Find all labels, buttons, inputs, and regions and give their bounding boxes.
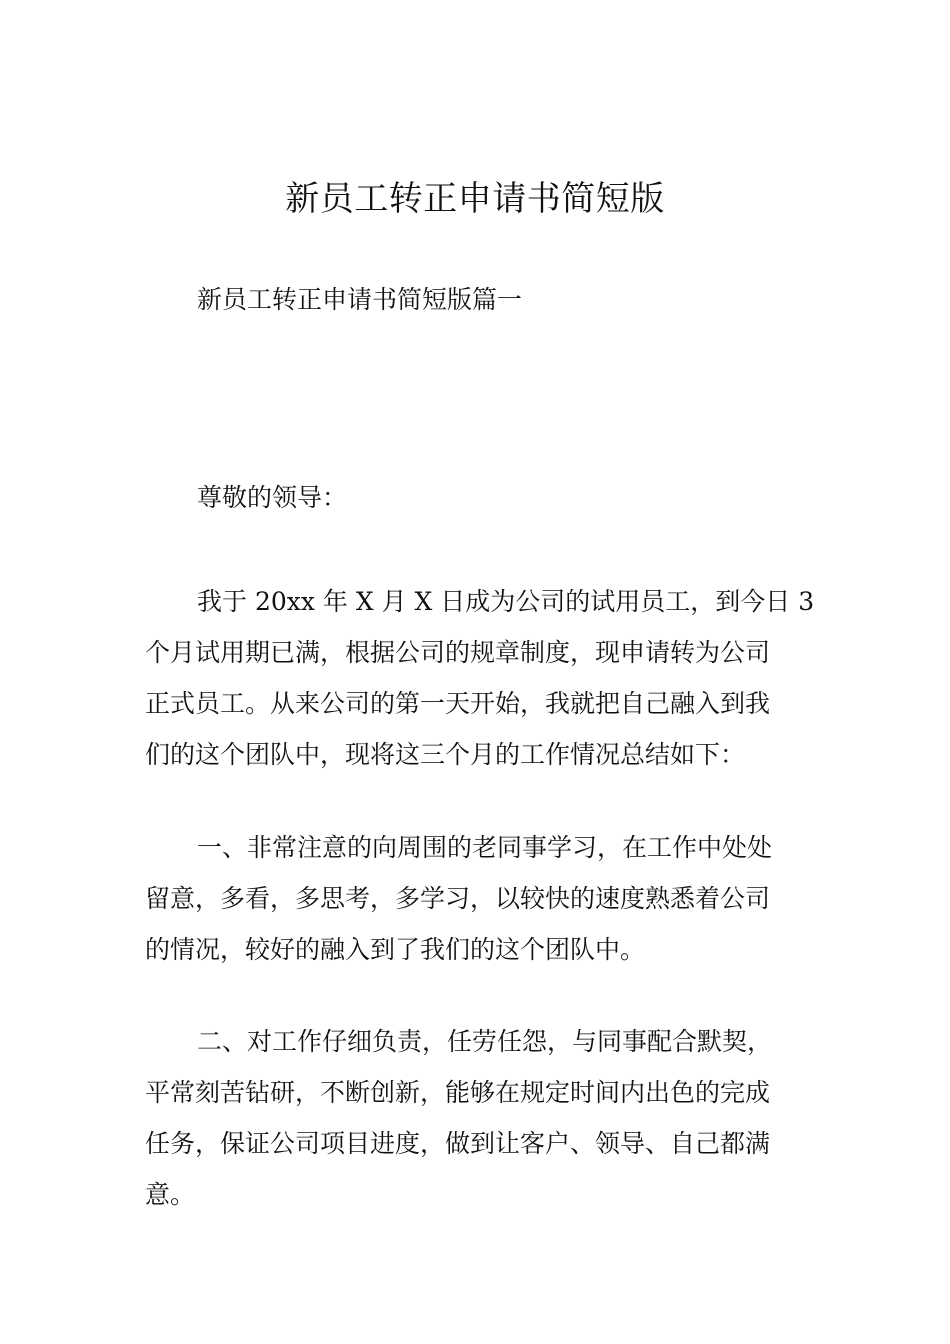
document-title: 新员工转正申请书简短版 bbox=[285, 179, 665, 219]
paragraph-line: 我于 20xx 年 X 月 X 日成为公司的试用员工，到今日 3 bbox=[197, 587, 815, 616]
paragraph-line: 的情况，较好的融入到了我们的这个团队中。 bbox=[145, 935, 646, 964]
document-subtitle: 新员工转正申请书简短版篇一 bbox=[197, 285, 523, 314]
paragraph-line: 正式员工。从来公司的第一天开始，我就把自己融入到我 bbox=[145, 689, 771, 718]
paragraph-line: 意。 bbox=[145, 1180, 196, 1209]
salutation: 尊敬的领导： bbox=[197, 483, 348, 512]
paragraph-line: 二、对工作仔细负责，任劳任怨，与同事配合默契， bbox=[197, 1027, 773, 1056]
paragraph-line: 个月试用期已满，根据公司的规章制度，现申请转为公司 bbox=[145, 638, 771, 667]
paragraph-line: 们的这个团队中，现将这三个月的工作情况总结如下： bbox=[145, 740, 746, 769]
paragraph-1 bbox=[145, 576, 815, 780]
paragraph-line: 平常刻苦钻研，不断创新，能够在规定时间内出色的完成 bbox=[145, 1078, 771, 1107]
paragraph-line: 任务，保证公司项目进度，做到让客户、领导、自己都满 bbox=[145, 1129, 771, 1158]
paragraph-line: 一、非常注意的向周围的老同事学习，在工作中处处 bbox=[197, 833, 773, 862]
paragraph-3 bbox=[145, 1016, 805, 1220]
paragraph-line: 留意，多看，多思考，多学习，以较快的速度熟悉着公司 bbox=[145, 884, 771, 913]
paragraph-2 bbox=[145, 822, 805, 975]
